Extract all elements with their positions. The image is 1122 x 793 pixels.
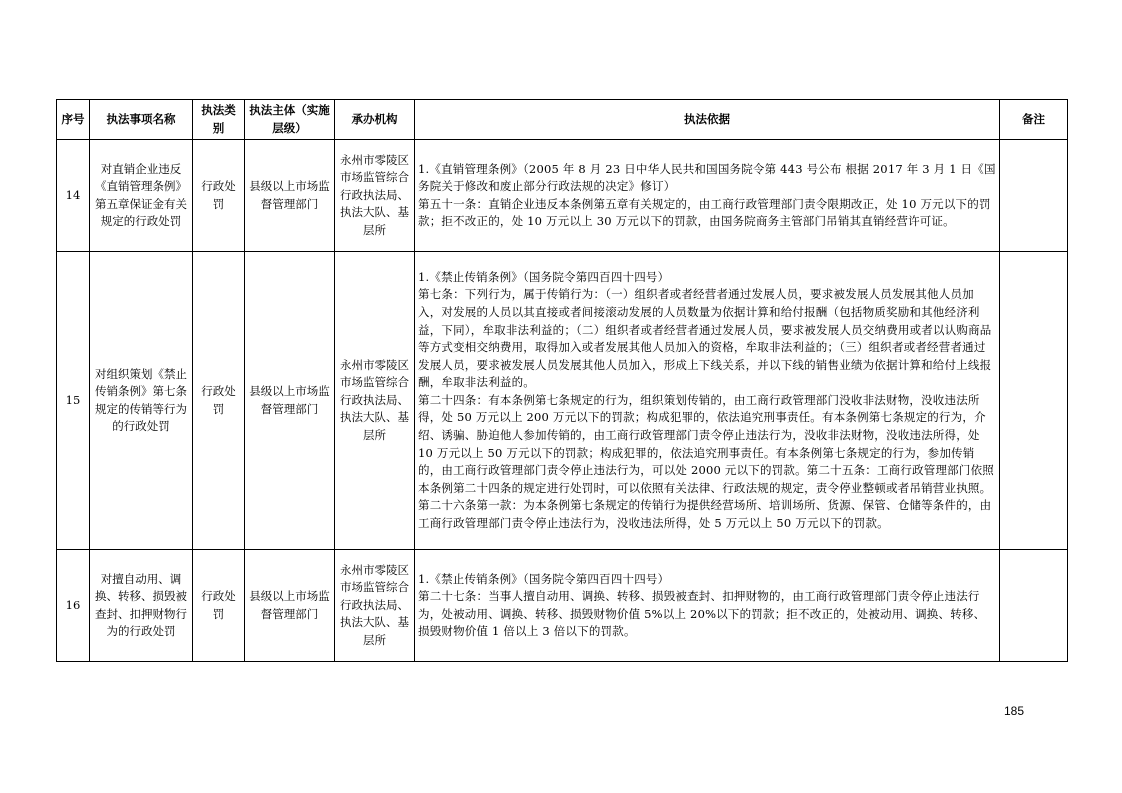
header-category: 执法类别 (193, 100, 245, 140)
cell-basis (415, 550, 1000, 662)
table-row (57, 252, 1068, 550)
cell-basis (415, 252, 1000, 550)
cell-agency: 永州市零陵区市场监管综合行政执法局、执法大队、基层所 (335, 252, 415, 550)
header-item-name: 执法事项名称 (90, 100, 193, 140)
cell-seq: 15 (57, 252, 90, 550)
basis-paragraph: 第二十七条：当事人擅自动用、调换、转移、损毁被查封、扣押财物的，由工商行政管理部门责令停止违法行为，处被动用、调换、转移、损毁财物价值 5%以上 20%以下的罚款；拒不改正的，处被动用、调换、转移、损毁财物价值 1 倍以上 3 倍以下的罚款。 (418, 589, 986, 639)
table-row (57, 550, 1068, 662)
cell-remarks (1000, 550, 1068, 662)
basis-paragraph: 第七条：下列行为，属于传销行为：（一）组织者或者经营者通过发展人员，要求被发展人员发展其他人员加入，对发展的人员以其直接或者间接滚动发展的人员数量为依据计算和给付报酬（包括物质奖励和其他经济利益，下同），牟取非法利益的；（二）组织者或者经营者通过发展人员，要求被发展人员交纳费用或者以认购商品等方式变相交纳费用，取得加入或者发展其他人员加入的资格，牟取非法利益的；（三）组织者或者经营者通过发展人员，要求被发展人员发展其他人员加入，形成上下线关系，并以下线的销售业绩为依据计算和给付上线报酬，牟取非法利益的。 (418, 287, 992, 390)
page-number: 185 (1004, 704, 1025, 718)
cell-agency: 永州市零陵区市场监管综合行政执法局、执法大队、基层所 (335, 550, 415, 662)
cell-agency: 永州市零陵区市场监管综合行政执法局、执法大队、基层所 (335, 140, 415, 252)
header-remarks: 备注 (1000, 100, 1068, 140)
cell-basis (415, 140, 1000, 252)
cell-subject: 县级以上市场监督管理部门 (245, 550, 335, 662)
header-basis: 执法依据 (415, 100, 1000, 140)
basis-paragraph: 1.《禁止传销条例》（国务院令第四百四十四号） (418, 571, 670, 586)
header-subject: 执法主体（实施层级） (245, 100, 335, 140)
cell-seq: 16 (57, 550, 90, 662)
cell-category: 行政处罚 (193, 252, 245, 550)
basis-paragraph: 第二十四条：有本条例第七条规定的行为，组织策划传销的，由工商行政管理部门没收非法财物，没收违法所得，处 50 万元以上 200 万元以下的罚款；构成犯罪的，依法追究刑事责任。有本条例第七条规定的行为，介绍、诱骗、胁迫他人参加传销的，由工商行政管理部门责令停止违法行为，没收非法财物，没收违法所得，处 10 万元以上 50 万元以下的罚款；构成犯罪的，依法追究刑事责任。有本条例第七条规定的行为，参加传销的，由工商行政管理部门责令停止违法行为，可以处 2000 元以下的罚款。第二十五条：工商行政管理部门依照本条例第二十四条的规定进行处罚时，可以依照有关法律、行政法规的规定，责令停业整顿或者吊销营业执照。第二十六条第一款：为本条例第七条规定的传销行为提供经营场所、培训场所、货源、保管、仓储等条件的，由工商行政管理部门责令停止违法行为，没收违法所得，处 5 万元以上 50 万元以下的罚款。 (418, 392, 994, 531)
table-row (57, 140, 1068, 252)
cell-seq: 14 (57, 140, 90, 252)
cell-category: 行政处罚 (193, 140, 245, 252)
header-agency: 承办机构 (335, 100, 415, 140)
cell-remarks (1000, 252, 1068, 550)
cell-subject: 县级以上市场监督管理部门 (245, 140, 335, 252)
header-seq: 序号 (57, 100, 90, 140)
cell-item-name: 对直销企业违反《直销管理条例》第五章保证金有关规定的行政处罚 (90, 140, 193, 252)
enforcement-items-table (56, 99, 1068, 662)
cell-remarks (1000, 140, 1068, 252)
basis-paragraph: 1.《禁止传销条例》（国务院令第四百四十四号） (418, 269, 670, 284)
cell-item-name: 对擅自动用、调换、转移、损毁被查封、扣押财物行为的行政处罚 (90, 550, 193, 662)
basis-paragraph: 1.《直销管理条例》（2005 年 8 月 23 日中华人民共和国国务院令第 443 号公布 根据 2017 年 3 月 1 日《国务院关于修改和废止部分行政法规的决定》修订） (418, 161, 996, 194)
cell-subject: 县级以上市场监督管理部门 (245, 252, 335, 550)
cell-category: 行政处罚 (193, 550, 245, 662)
cell-item-name: 对组织策划《禁止传销条例》第七条规定的传销等行为的行政处罚 (90, 252, 193, 550)
basis-paragraph: 第五十一条：直销企业违反本条例第五章有关规定的，由工商行政管理部门责令限期改正，处 10 万元以下的罚款；拒不改正的，处 10 万元以上 30 万元以下的罚款，由国务院商务主管部门吊销其直销经营许可证。 (418, 196, 991, 229)
header-row (57, 100, 1068, 140)
